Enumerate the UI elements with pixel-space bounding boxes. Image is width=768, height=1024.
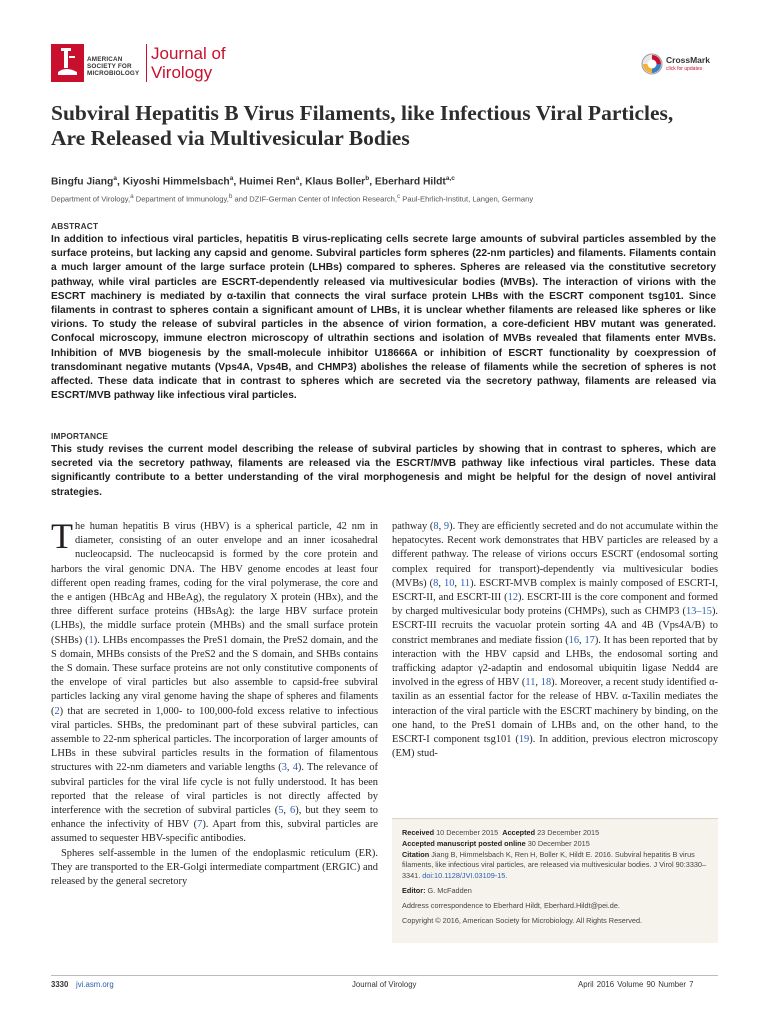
- accepted-label: Accepted: [502, 828, 536, 837]
- reference-link[interactable]: 3: [281, 762, 287, 774]
- doi-link[interactable]: doi:10.1128/JVI.03109-15.: [422, 871, 508, 881]
- author-name: Kiyoshi Himmelsbach: [122, 176, 230, 188]
- title-line: Subviral Hepatitis B Virus Filaments, like Infectious Viral Particles,: [51, 101, 674, 125]
- reference-link[interactable]: 16: [568, 634, 580, 646]
- title-line: Are Released via Multivesicular Bodies: [51, 126, 410, 150]
- reference-link[interactable]: 17: [584, 634, 595, 646]
- received-date: 10 December 2015: [436, 828, 499, 837]
- author-list: Bingfu Jiang$^a$, Kiyoshi Himmelsbach$^a$, Huimei Ren$^a$, Klaus Boller$^b$, Eberhard Hildt$^{a,c}$: [51, 175, 455, 188]
- importance-heading: IMPORTANCE: [51, 431, 109, 441]
- citation-label: Citation: [402, 849, 430, 859]
- reference-link[interactable]: 10: [444, 577, 455, 589]
- author-name: Bingfu Jiang: [51, 176, 114, 188]
- body-column-left: [51, 516, 378, 889]
- affiliation: Department of Immunology,: [133, 194, 229, 204]
- reference-link[interactable]: 11: [460, 577, 471, 589]
- editor-row: [402, 886, 708, 897]
- editor-name: G. McFadden: [427, 885, 472, 895]
- citation-row: [402, 850, 708, 882]
- copyright: Copyright © 2016, American Society for Microbiology. All Rights Reserved.: [402, 915, 643, 925]
- publisher-name: [87, 56, 139, 78]
- affiliation: and DZIF-German Center of Infection Research,: [232, 194, 397, 204]
- affiliation-marker: a: [130, 193, 134, 200]
- reference-link[interactable]: 7: [197, 819, 203, 831]
- received-row: [402, 828, 708, 839]
- reference-link[interactable]: 4: [292, 762, 298, 774]
- reference-link[interactable]: 5: [278, 805, 284, 817]
- author-affiliation-marker: b: [365, 175, 370, 182]
- abstract-text: In addition to infectious viral particles, hepatitis B virus-replicating cells secrete large amounts of subviral particles assembled by the surface proteins, but lacking any capsid and genome. Subviral particles form spheres (22-nm particles) and filaments. Filaments contain a much larger amount of the large surface protein (LHBs) compared to spheres. Spheres are released via the constitutive secretory pathway, while viral particles are ESCRT-dependently released via multivesicular bodies (MVBs). The interaction of virions with the ESCRT machinery is mediated by α-taxilin that connects the viral surface protein LHBs with the ESCRT component tsg101. Since filaments in contrast to spheres contain a significant amount of LHBs, it is unclear whether filaments are released like spheres or like virions. To study the release of subviral particles in the absence of virion formation, a core-deficient HBV mutant was generated. Confocal microscopy, immune electron microscopy of ultrathin sections and isolation of MVBs revealed that filaments enter MVBs. Inhibition of MVB biogenesis by the small-molecule inhibitor U18666A or inhibition of ESCRT functionality by coexpression of transdominant negative mutants (Vps4A, Vps4B, and CHMP3) abolishes the release of filaments while the secretion of spheres is not affected. These data indicate that in contrast to spheres which are secreted via the secretory pathway, filaments are released via ESCRT/MVB pathway like infectious viral particles.: [51, 234, 716, 402]
- journal-name: [146, 44, 226, 82]
- journal-name-line: Virology: [151, 63, 213, 82]
- reference-link[interactable]: 8: [433, 521, 439, 532]
- reference-link[interactable]: 8: [433, 577, 439, 589]
- author-affiliation-marker: a,c: [445, 175, 455, 182]
- correspondence: Address correspondence to Eberhard Hildt, Eberhard.Hildt@pei.de.: [402, 900, 620, 910]
- manuscript-row: [402, 839, 708, 850]
- reference-link[interactable]: 18: [540, 677, 552, 689]
- manuscript-date: 30 December 2015: [527, 838, 590, 848]
- article-title: [51, 101, 731, 151]
- asm-logo-icon: [51, 44, 84, 82]
- article-info-box: [392, 818, 718, 943]
- author-affiliation-marker: a: [229, 175, 234, 182]
- author-name: Huimei Ren: [239, 176, 296, 188]
- publisher-line: AMERICAN: [87, 56, 123, 63]
- affiliation-marker: c: [397, 193, 401, 200]
- importance-text: This study revises the current model describing the release of subviral particles by showing that in contrast to spheres, which are secreted via the secretory pathway, filaments are released via the ESCRT/MVB pathway like infectious viral particles. These data significantly contribute to a better understanding of the viral morphogenesis and might be helpful for the design of novel antiviral strategies.: [51, 444, 716, 498]
- reference-link[interactable]: 13–15: [685, 606, 712, 618]
- reference-link[interactable]: 12: [507, 592, 519, 604]
- body-paragraph: pathway (8, 9). They are efficiently secreted and do not accumulate within the hepatocytes. Recent work demonstrates that HBV particles are released by a different pathway. The release of virions occurs ESCRT (endosomal sorting complex required for transport)-dependently via multivesicular bodies (MVBs) (8, 10, 11). ESCRT-MVB complex is mainly composed of ESCRT-I, ESCRT-II, and ESCRT-III (12). ESCRT-III is the core component and formed by charged multivesicular body proteins (CHMPs), such as CHMP3 (13–15). ESCRT-III recruits the vacuolar protein sorting 4A and 4B (Vps4A/B) to constrict membranes and mediate fission (16, 17). It has been reported that by interaction with the HBV capsid and LHBs, the endosomal sorting and trafficking adaptor γ2-adaptin and endosomal ubiquitin ligase Nedd4 are involved in the egress of HBV (11, 18). Moreover, a recent study identified α-taxilin as an essential factor for the release of HBV. α-Taxilin mediates the interaction of the viral particle with the ESCRT machinery by binding, on the one hand, to the PreS1 domain of LHBs and, on the other hand, to the ESCRT-I component tsg101 (19). In addition, previous electron microscopy (EM) stud-: [392, 521, 719, 760]
- author-name: Eberhard Hildt: [374, 176, 446, 188]
- author-affiliation-marker: a: [295, 175, 300, 182]
- footer-journal-name: Journal of Virology: [352, 980, 417, 989]
- abstract-heading: ABSTRACT: [51, 221, 99, 231]
- crossmark-icon[interactable]: [641, 53, 663, 75]
- issue-info: April 2016 Volume 90 Number 7: [578, 980, 694, 989]
- accepted-date: 23 December 2015: [537, 828, 600, 837]
- received-label: Received: [402, 828, 435, 837]
- author-name: Klaus Boller: [305, 176, 366, 188]
- paragraph-text: he human hepatitis B virus (HBV) is a spherical particle, 42 nm in diameter, consisting of an outer envelope and an inner icosahedral nucleocapsid. The nucleocapsid is formed by the core protein and harbors the viral genomic DNA. The HBV genome encodes at least four different open reading frames, coding for the viral polymerase, the core and the e antigen (HBcAg and HBeAg), the regulatory X protein (HBx), and the three different surface proteins (HBsAg): the large HBV surface protein (LHBs), the middle surface protein (MHBs) and the small surface protein (SHBs) (1). LHBs encompasses the PreS1 domain, the PreS2 domain, and the S domain, MHBs consists of the PreS2 and the S domain, and SHBs contains the S domain. These surface proteins are not only constitutive components of the envelope of viral particles but also assemble to capsid-free subviral particles lacking any viral genome having the shape of spheres and filaments (2) that are secreted in 1,000- to 100,000-fold excess relative to infectious viral particles. SHBs, the predominant part of these subviral particles, can assemble to 22-nm spherical particles. The incorporation of larger amounts of LHBs in these subviral particles results in the formation of filamentous structures with 22-nm diameters and variable lengths (3, 4). The relevance of subviral particles for the viral life cycle is not fully understood. It has been reported that the release of viral particles is not directly affected by interference with the secretion of subviral particles (5, 6), but they seem to enhance the infectivity of HBV (7). Apart from this, subviral particles are assumed to sequester HBV-specific antibodies.: [51, 521, 378, 845]
- crossmark-label[interactable]: CrossMark: [666, 55, 710, 65]
- reference-link[interactable]: 1: [88, 634, 94, 646]
- manuscript-label: Accepted manuscript posted online: [402, 838, 526, 848]
- drop-cap: T: [51, 516, 73, 556]
- journal-name-line: Journal of: [151, 44, 226, 63]
- crossmark-sublabel[interactable]: click for updates: [666, 66, 703, 72]
- affiliations: [51, 193, 533, 204]
- body-paragraph: [51, 516, 378, 847]
- journal-url-link[interactable]: jvi.asm.org: [76, 980, 114, 989]
- body-column-right: [392, 520, 718, 761]
- citation-text: Jiang B, Himmelsbach K, Ren H, Boller K, Hildt E. 2016. Subviral hepatitis B virus filaments, like infectious viral particles, are released via multivesicular bodies. J Virol 90:3330–3341.: [402, 849, 707, 881]
- reference-link[interactable]: 19: [518, 734, 530, 746]
- author-affiliation-marker: a: [113, 175, 117, 182]
- publisher-line: MICROBIOLOGY: [87, 70, 140, 78]
- affiliation: Paul-Ehrlich-Institut, Langen, Germany: [400, 194, 534, 204]
- reference-link[interactable]: 9: [443, 521, 450, 532]
- reference-link[interactable]: 2: [54, 705, 60, 717]
- publisher-line: SOCIETY FOR: [87, 63, 132, 71]
- affiliation: Department of Virology,: [51, 194, 131, 204]
- reference-link[interactable]: 6: [290, 805, 296, 817]
- footer-divider: [51, 975, 718, 976]
- reference-link[interactable]: 11: [525, 677, 536, 689]
- body-paragraph: Spheres self-assemble in the lumen of the endoplasmic reticulum (ER). They are transported to the ER-Golgi intermediate compartment (ERGIC) and released by the general secretory: [51, 847, 378, 888]
- page-number: 3330: [51, 980, 69, 989]
- affiliation-marker: b: [228, 193, 233, 200]
- editor-label: Editor:: [402, 885, 426, 895]
